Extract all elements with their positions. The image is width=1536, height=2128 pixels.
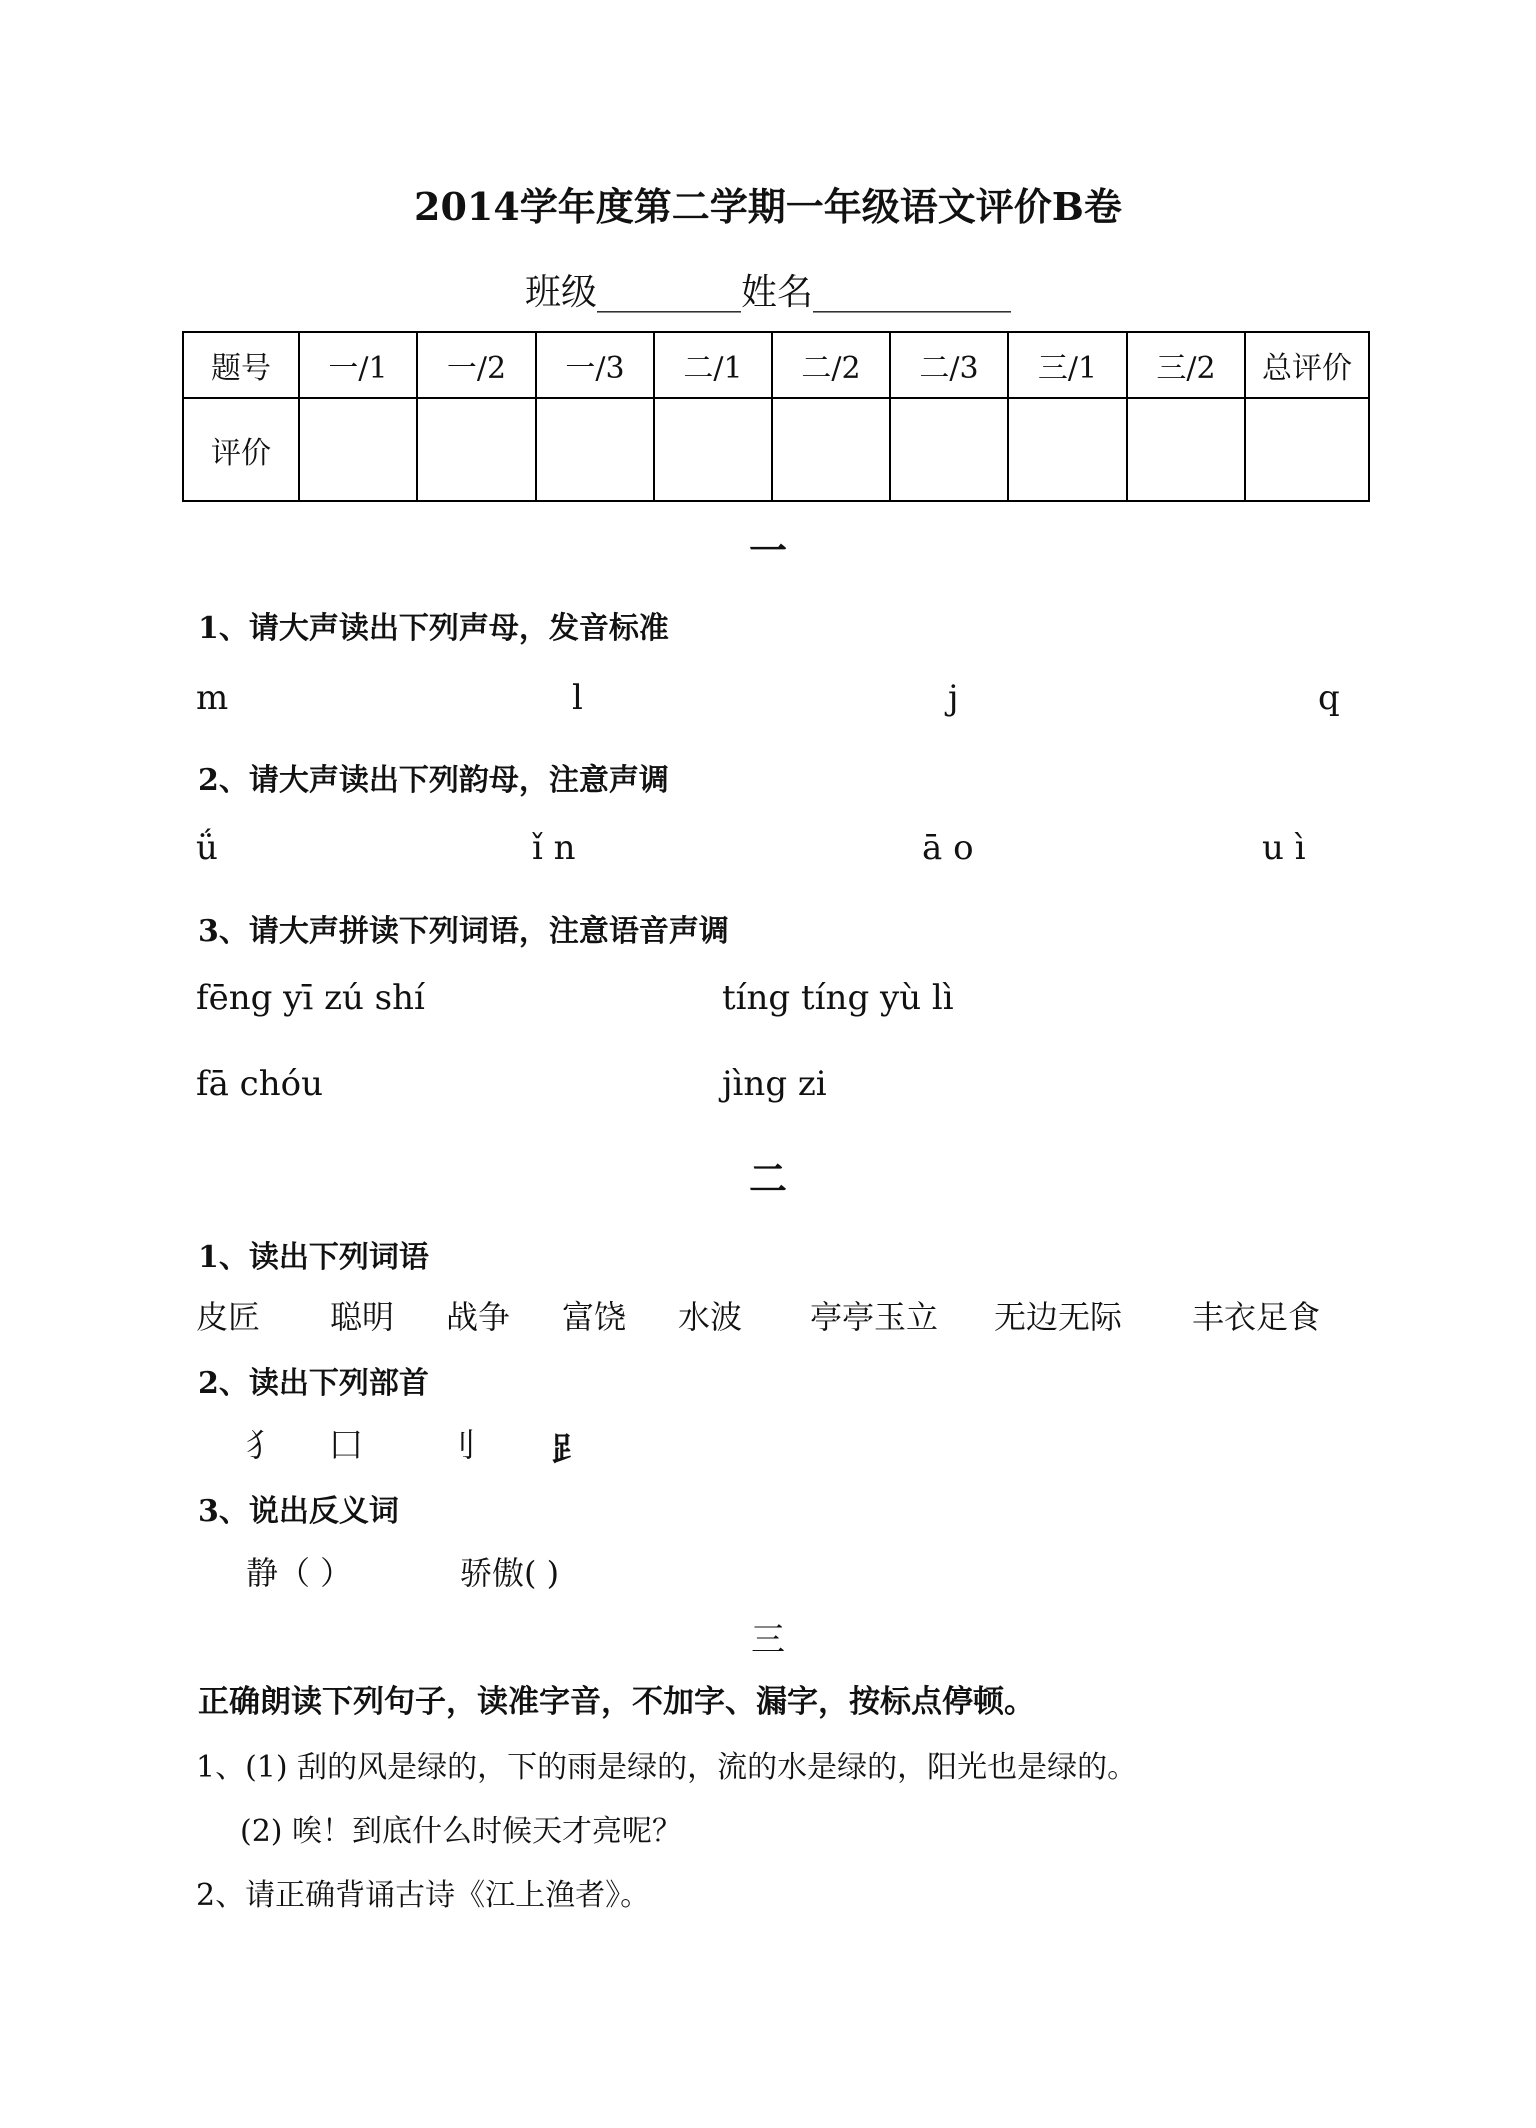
word-8: 丰衣足食 <box>1192 1298 1321 1336</box>
final-3: ā o <box>922 828 974 868</box>
score-cell[interactable] <box>772 398 890 501</box>
section-2-question-2: 2、读出下列部首 <box>198 1366 429 1401</box>
word-4: 富饶 <box>562 1298 627 1336</box>
word-7: 无边无际 <box>994 1298 1123 1336</box>
page-title: 2014学年度第二学期一年级语文评价B卷 <box>414 184 1122 229</box>
pinyin-word-2: tíng tíng yù lì <box>722 978 954 1018</box>
section-1-question-3: 3、请大声拼读下列词语，注意语音声调 <box>198 914 729 949</box>
section-1-question-1: 1、请大声读出下列声母，发音标准 <box>198 611 669 646</box>
antonym-2: 骄傲( ) <box>460 1554 560 1592</box>
word-3: 战争 <box>446 1298 511 1336</box>
score-table-header-row <box>183 332 1369 398</box>
sentence-3: 2、请正确背诵古诗《江上渔者》。 <box>196 1878 651 1913</box>
word-1: 皮匠 <box>196 1298 261 1336</box>
score-cell[interactable] <box>1245 398 1369 501</box>
initial-m: m <box>196 678 229 718</box>
section-3-instruction: 正确朗读下列句子，读准字音，不加字、漏字，按标点停顿。 <box>198 1684 1035 1720</box>
word-2: 聪明 <box>330 1298 395 1336</box>
word-6: 亭亭玉立 <box>810 1298 939 1336</box>
final-2: ǐ n <box>532 828 576 868</box>
pinyin-word-1: fēng yī zú shí <box>196 978 425 1018</box>
antonym-1: 静（ ） <box>246 1554 353 1592</box>
score-cell[interactable] <box>1127 398 1245 501</box>
section-1-question-2: 2、请大声读出下列韵母，注意声调 <box>198 763 669 798</box>
score-cell[interactable] <box>890 398 1008 501</box>
section-2-question-1: 1、读出下列词语 <box>198 1240 429 1275</box>
header-cell: 总评价 <box>1245 332 1369 398</box>
row-label-cell: 评价 <box>183 398 299 501</box>
score-cell[interactable] <box>654 398 772 501</box>
initial-q: q <box>1318 678 1340 718</box>
header-cell: 题号 <box>183 332 299 398</box>
score-cell[interactable] <box>417 398 536 501</box>
section-2-heading: 二 <box>748 1156 787 1201</box>
score-cell[interactable] <box>299 398 417 501</box>
final-4: u ì <box>1262 828 1306 868</box>
header-cell: 二/2 <box>772 332 890 398</box>
initial-j: j <box>948 678 959 718</box>
final-1: ǘ <box>196 828 218 868</box>
header-cell: 三/1 <box>1008 332 1127 398</box>
initial-l: l <box>572 678 583 718</box>
class-name-line: 班级________姓名___________ <box>524 272 1011 313</box>
header-cell: 三/2 <box>1127 332 1245 398</box>
radical-4: 𧾷 <box>552 1430 585 1468</box>
header-cell: 一/2 <box>417 332 536 398</box>
radical-1: 犭 <box>246 1426 279 1464</box>
header-cell: 一/3 <box>536 332 654 398</box>
score-cell[interactable] <box>536 398 654 501</box>
section-2-question-3: 3、说出反义词 <box>198 1494 399 1529</box>
radical-2: 囗 <box>330 1426 363 1464</box>
section-1-heading: 一 <box>748 528 787 573</box>
score-table-eval-row <box>183 398 1369 501</box>
score-cell[interactable] <box>1008 398 1127 501</box>
sentence-1: 1、(1) 刮的风是绿的，下的雨是绿的，流的水是绿的，阳光也是绿的。 <box>196 1750 1138 1785</box>
pinyin-word-4: jìng zi <box>722 1064 827 1104</box>
header-cell: 二/3 <box>890 332 1008 398</box>
score-table <box>182 331 1370 502</box>
header-cell: 二/1 <box>654 332 772 398</box>
pinyin-word-3: fā chóu <box>196 1064 323 1104</box>
header-cell: 一/1 <box>299 332 417 398</box>
section-3-heading: 三 <box>751 1620 785 1660</box>
radical-3: 刂 <box>444 1426 477 1464</box>
word-5: 水波 <box>678 1298 743 1336</box>
sentence-2: (2) 唉！到底什么时候天才亮呢？ <box>240 1814 683 1849</box>
